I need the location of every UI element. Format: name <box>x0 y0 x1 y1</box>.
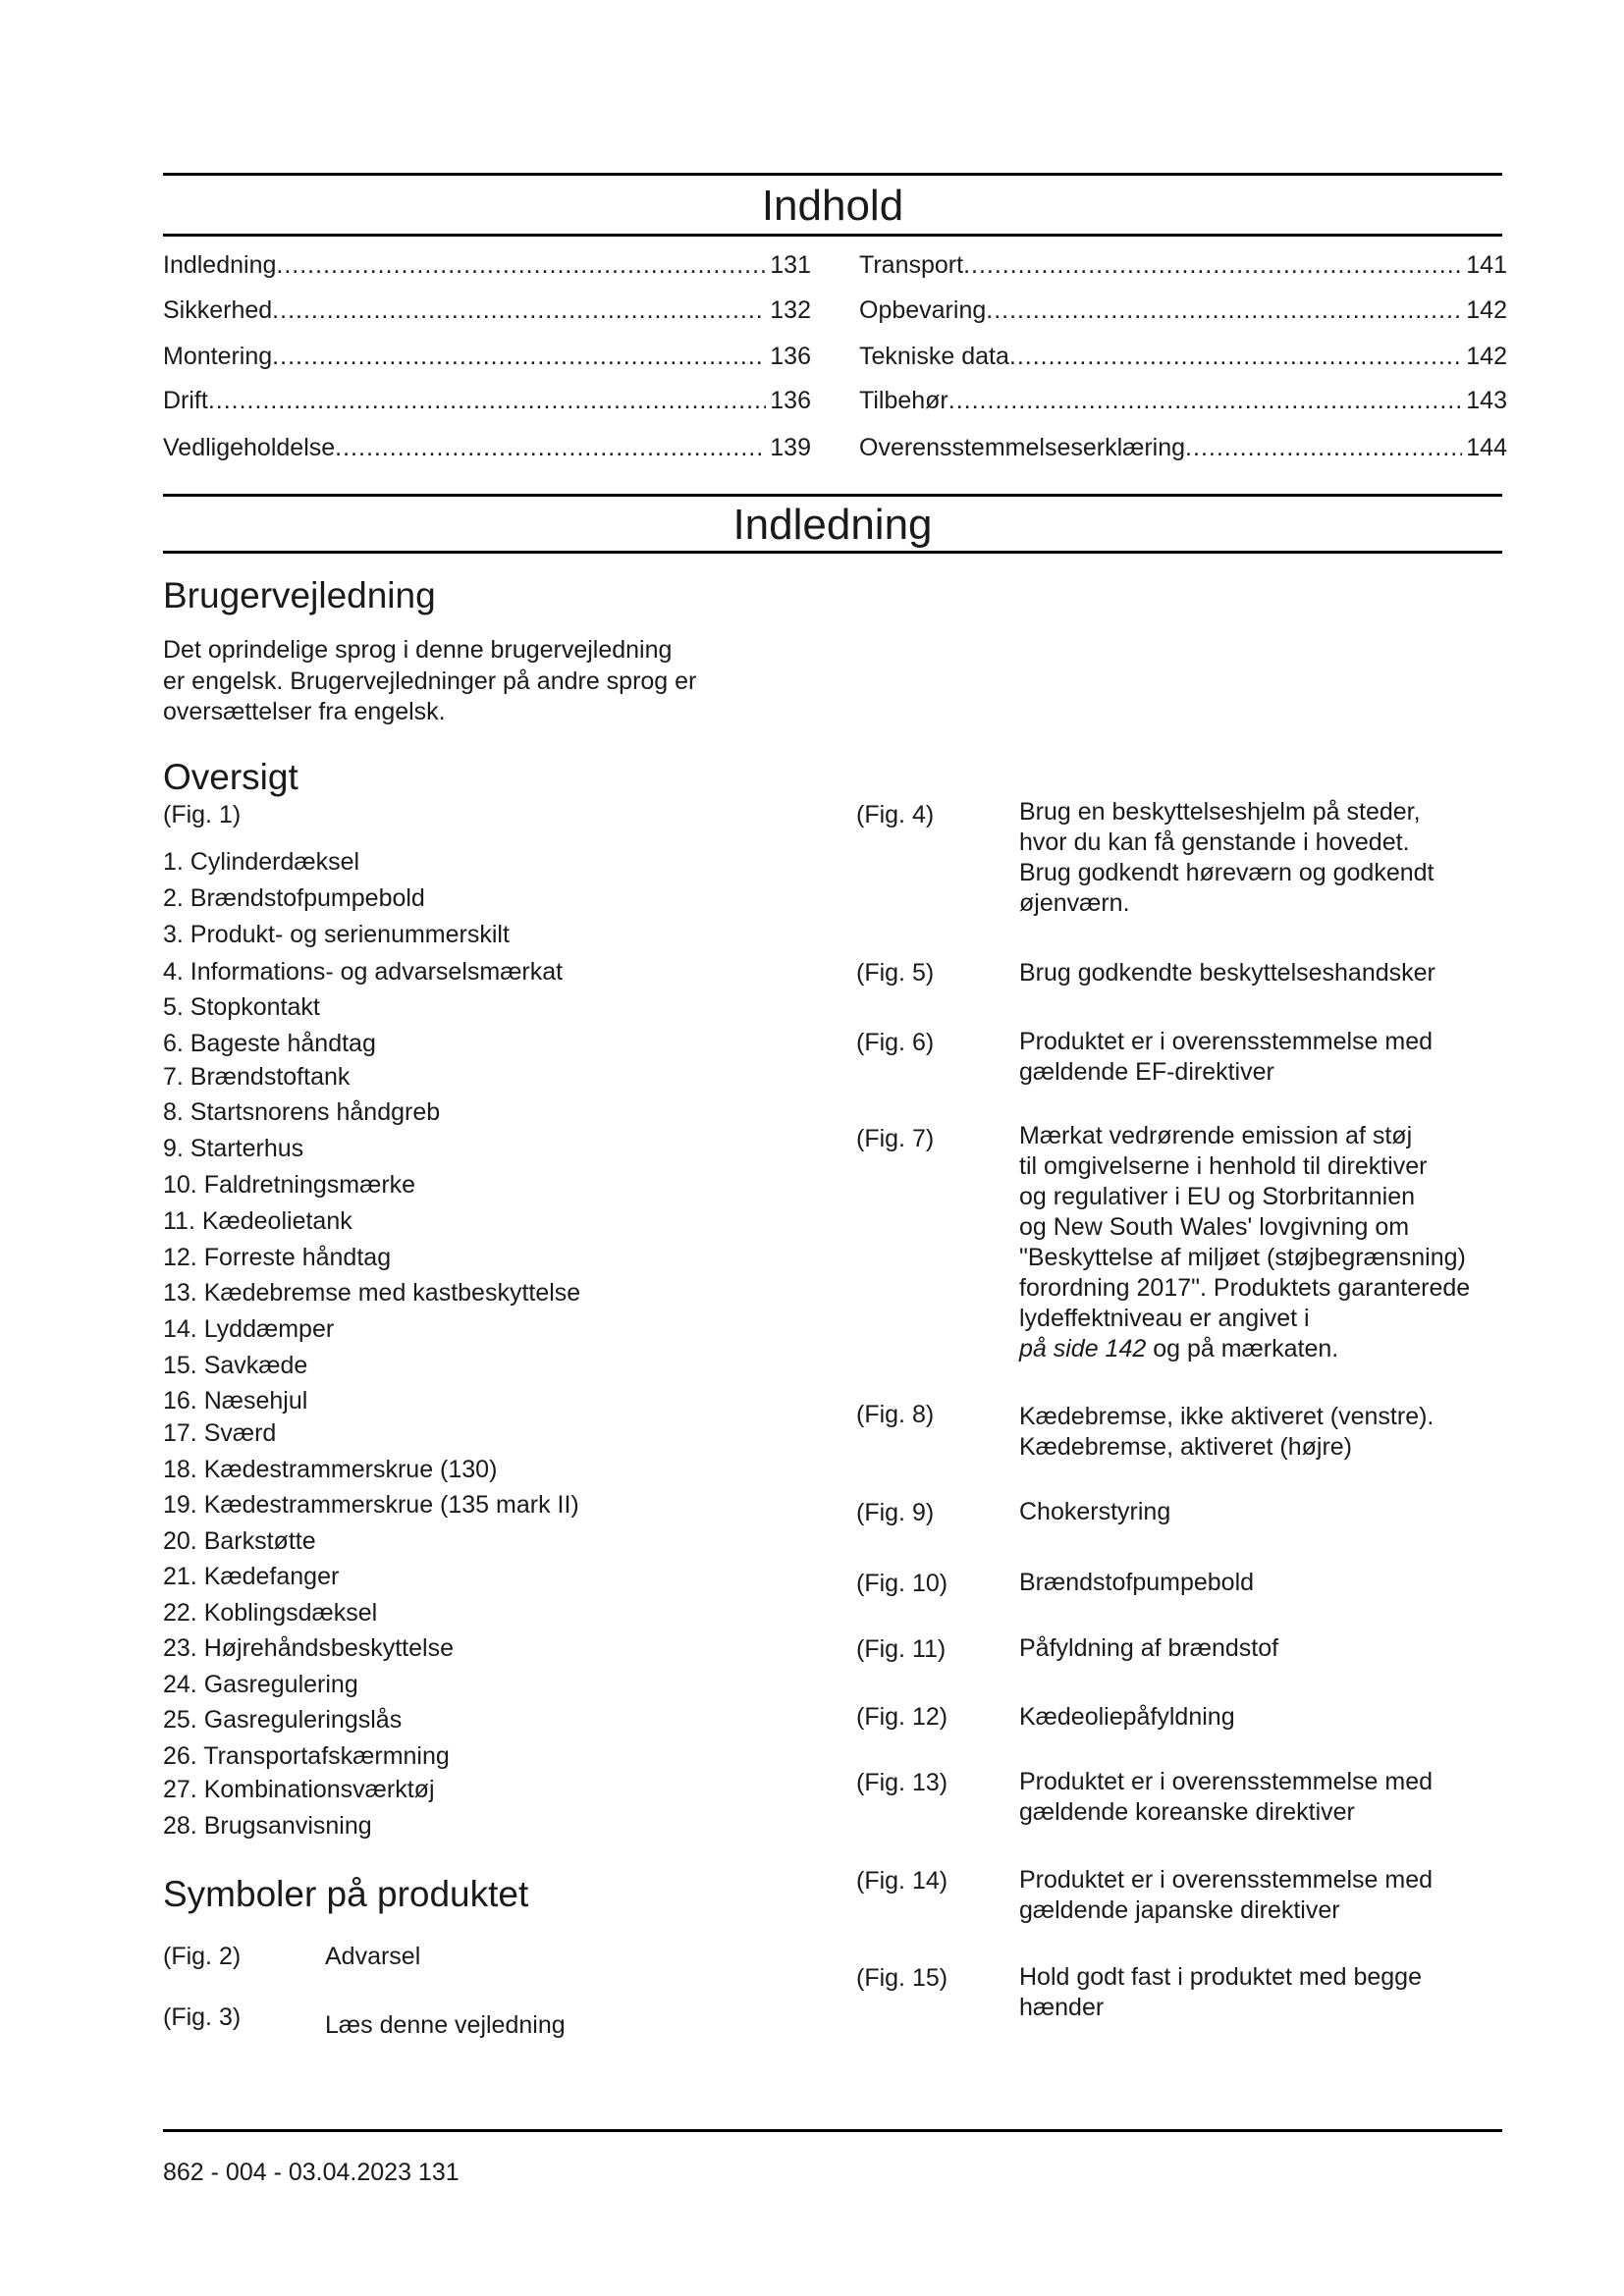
symbol-description-line <box>1019 1334 1510 1364</box>
symbol-description-line: Brug en beskyttelseshjelm på steder, <box>1019 798 1421 826</box>
user-guide-heading: Brugervejledning <box>163 575 436 615</box>
symbol-description <box>1019 958 1510 988</box>
symbol-description-line: Produktet er i overensstemmelse med <box>1019 1768 1434 1795</box>
symbol-description: Advarsel <box>325 1943 421 1970</box>
symbol-fig-label: (Fig. 3) <box>163 2003 242 2031</box>
toc-entry-page: 131 <box>770 251 811 279</box>
toc-entry-label: Opbevaring <box>859 296 987 324</box>
overview-heading: Oversigt <box>163 757 298 797</box>
toc-entry-page: 144 <box>1466 434 1507 461</box>
symbol-description-line: lydeffektniveau er angivet i <box>1019 1305 1310 1332</box>
symbol-description <box>1019 1568 1510 1598</box>
section-title: Indledning <box>732 501 933 549</box>
toc-top-rule <box>163 173 1502 176</box>
symbol-description-line: Brug godkendte beskyttelseshandsker <box>1019 959 1435 987</box>
toc-title: Indhold <box>761 182 904 230</box>
toc-leader-dots <box>272 296 766 325</box>
toc-entry-label: Tekniske data <box>859 343 1009 370</box>
symbol-description-line: gældende japanske direktiver <box>1019 1896 1340 1924</box>
toc-entry-label: Drift <box>163 387 208 414</box>
symbol-description <box>1019 797 1510 919</box>
overview-list-item: 18. Kædestrammerskrue (130) <box>163 1456 498 1483</box>
overview-list-item: 28. Brugsanvisning <box>163 1812 372 1840</box>
toc-entry[interactable] <box>859 387 1507 420</box>
toc-entry[interactable] <box>163 251 811 285</box>
symbol-description-line: Produktet er i overensstemmelse med <box>1019 1866 1434 1894</box>
overview-list-item: 23. Højrehåndsbeskyttelse <box>163 1634 454 1662</box>
overview-list-item: 14. Lyddæmper <box>163 1315 335 1343</box>
toc-entry[interactable] <box>859 296 1507 330</box>
overview-list-item: 20. Barkstøtte <box>163 1527 316 1555</box>
overview-list-item: 4. Informations- og advarselsmærkat <box>163 958 564 986</box>
symbol-fig-label: (Fig. 15) <box>856 1964 948 1992</box>
toc-entry[interactable] <box>163 434 811 467</box>
toc-entry-page: 136 <box>770 387 811 414</box>
toc-leader-dots <box>272 343 766 371</box>
footer-rule <box>163 2129 1502 2132</box>
symbol-description <box>1019 1402 1510 1463</box>
symbol-description-line: Brændstofpumpebold <box>1019 1569 1255 1596</box>
toc-entry-label: Tilbehør <box>859 387 948 414</box>
page-footer: 862 - 004 - 03.04.2023 131 <box>163 2159 460 2186</box>
symbol-description-tail: og på mærkaten. <box>1146 1335 1339 1362</box>
user-guide-text-line: er engelsk. Brugervejledninger på andre sprog er <box>163 667 697 695</box>
overview-list-item: 22. Koblingsdæksel <box>163 1599 378 1627</box>
toc-leader-dots <box>986 296 1462 325</box>
toc-entry[interactable] <box>163 343 811 376</box>
toc-entry-label: Indledning <box>163 251 277 279</box>
symbol-description <box>1019 1633 1510 1664</box>
symbol-description-line: Chokerstyring <box>1019 1498 1171 1525</box>
toc-leader-dots <box>1185 434 1462 462</box>
overview-list-item: 2. Brændstofpumpebold <box>163 884 425 912</box>
symbol-fig-label: (Fig. 9) <box>856 1499 935 1526</box>
symbol-fig-label: (Fig. 8) <box>856 1401 935 1428</box>
overview-list-item: 5. Stopkontakt <box>163 993 320 1021</box>
symbol-description-line: gældende koreanske direktiver <box>1019 1798 1355 1826</box>
symbol-fig-label: (Fig. 14) <box>856 1867 948 1895</box>
overview-list-item: 19. Kædestrammerskrue (135 mark II) <box>163 1491 579 1519</box>
toc-entry-page: 143 <box>1466 387 1507 414</box>
symbol-description-line: og New South Wales' lovgivning om <box>1019 1213 1410 1241</box>
symbol-fig-label: (Fig. 13) <box>856 1769 948 1796</box>
symbol-description <box>1019 1497 1510 1527</box>
toc-leader-dots <box>1009 343 1462 371</box>
symbol-description-line: hænder <box>1019 1994 1105 2021</box>
toc-entry-label: Sikkerhed <box>163 296 273 324</box>
overview-list-item: 26. Transportafskærmning <box>163 1742 450 1770</box>
overview-list-item: 10. Faldretningsmærke <box>163 1171 416 1199</box>
symbol-fig-label: (Fig. 11) <box>856 1635 947 1663</box>
overview-list-item: 7. Brændstoftank <box>163 1063 351 1091</box>
overview-fig-ref: (Fig. 1) <box>163 801 242 828</box>
toc-leader-dots <box>208 387 766 415</box>
symbol-description-line: Brug godkendt høreværn og godkendt <box>1019 859 1435 886</box>
toc-entry-label: Montering <box>163 343 273 370</box>
overview-list-item: 17. Sværd <box>163 1419 277 1447</box>
symbol-description-line: hvor du kan få genstande i hovedet. <box>1019 828 1410 856</box>
toc-entry-page: 142 <box>1466 343 1507 370</box>
symbol-description-line: Mærkat vedrørende emission af støj <box>1019 1122 1413 1149</box>
overview-list-item: 13. Kædebremse med kastbeskyttelse <box>163 1279 581 1307</box>
toc-entry[interactable] <box>859 343 1507 376</box>
cross-reference-link[interactable]: på side 142 <box>1019 1335 1147 1362</box>
toc-entry-page: 141 <box>1466 251 1507 279</box>
overview-list-item: 11. Kædeolietank <box>163 1207 352 1235</box>
section-title-rule <box>163 551 1502 554</box>
symbol-description-line: Produktet er i overensstemmelse med <box>1019 1028 1434 1055</box>
toc-entry-page: 142 <box>1466 296 1507 324</box>
symbol-description-line: "Beskyttelse af miljøet (støjbegrænsning) <box>1019 1244 1466 1271</box>
symbol-description-line: til omgivelserne i henhold til direktiver <box>1019 1152 1428 1180</box>
symbol-description-line: Kædebremse, aktiveret (højre) <box>1019 1433 1353 1461</box>
section-top-rule <box>163 494 1502 497</box>
toc-leader-dots <box>335 434 766 462</box>
toc-leader-dots <box>276 251 766 280</box>
symbol-description-line: gældende EF-direktiver <box>1019 1058 1274 1086</box>
toc-entry[interactable] <box>163 296 811 330</box>
toc-entry-page: 132 <box>770 296 811 324</box>
symbol-description-line: Påfyldning af brændstof <box>1019 1634 1279 1662</box>
symbol-fig-label: (Fig. 12) <box>856 1703 948 1731</box>
overview-list-item: 12. Forreste håndtag <box>163 1244 392 1271</box>
symbol-description-line: forordning 2017". Produktets garanterede <box>1019 1274 1471 1302</box>
symbol-description <box>1019 1027 1510 1088</box>
user-guide-text-line: oversættelser fra engelsk. <box>163 698 446 725</box>
toc-entry-label: Overensstemmelseserklæring <box>859 434 1186 461</box>
toc-entry[interactable] <box>163 387 811 420</box>
symbol-fig-label: (Fig. 4) <box>856 801 935 828</box>
symbol-description-line: og regulativer i EU og Storbritannien <box>1019 1183 1416 1210</box>
symbol-fig-label: (Fig. 5) <box>856 959 935 987</box>
overview-list-item: 1. Cylinderdæksel <box>163 848 360 876</box>
overview-list-item: 21. Kædefanger <box>163 1563 340 1590</box>
overview-list-item: 16. Næsehjul <box>163 1387 308 1415</box>
overview-list-item: 25. Gasreguleringslås <box>163 1706 403 1734</box>
toc-entry-label: Vedligeholdelse <box>163 434 336 461</box>
overview-list-item: 3. Produkt- og serienummerskilt <box>163 921 510 948</box>
symbol-description-line: Hold godt fast i produktet med begge <box>1019 1963 1422 1991</box>
symbol-fig-label: (Fig. 6) <box>856 1029 935 1056</box>
toc-entry-label: Transport <box>859 251 964 279</box>
symbols-heading: Symboler på produktet <box>163 1874 529 1914</box>
overview-list-item: 27. Kombinationsværktøj <box>163 1776 435 1803</box>
overview-list-item: 9. Starterhus <box>163 1135 304 1162</box>
overview-list-item: 8. Startsnorens håndgreb <box>163 1098 441 1126</box>
symbol-fig-label: (Fig. 10) <box>856 1570 948 1597</box>
symbol-description <box>1019 1962 1510 2023</box>
symbol-description <box>1019 1702 1510 1733</box>
toc-entry[interactable] <box>859 251 1507 285</box>
symbol-description <box>1019 1121 1510 1364</box>
toc-leader-dots <box>963 251 1462 280</box>
overview-list-item: 6. Bageste håndtag <box>163 1030 376 1057</box>
symbol-description <box>1019 1865 1510 1926</box>
symbol-description: Læs denne vejledning <box>325 2011 566 2039</box>
user-guide-text-line: Det oprindelige sprog i denne brugervejledning <box>163 636 673 664</box>
symbol-description <box>1019 1767 1510 1828</box>
toc-entry-page: 136 <box>770 343 811 370</box>
overview-list-item: 15. Savkæde <box>163 1352 308 1379</box>
toc-leader-dots <box>948 387 1463 415</box>
symbol-description-line: øjenværn. <box>1019 889 1130 917</box>
symbol-description-line: Kædeoliepåfyldning <box>1019 1703 1235 1731</box>
overview-list-item: 24. Gasregulering <box>163 1671 358 1698</box>
symbol-description-line: Kædebremse, ikke aktiveret (venstre). <box>1019 1403 1435 1430</box>
toc-entry[interactable] <box>859 434 1507 467</box>
symbol-fig-label: (Fig. 7) <box>856 1125 935 1152</box>
toc-title-rule <box>163 234 1502 237</box>
toc-entry-page: 139 <box>770 434 811 461</box>
symbol-fig-label: (Fig. 2) <box>163 1943 242 1970</box>
